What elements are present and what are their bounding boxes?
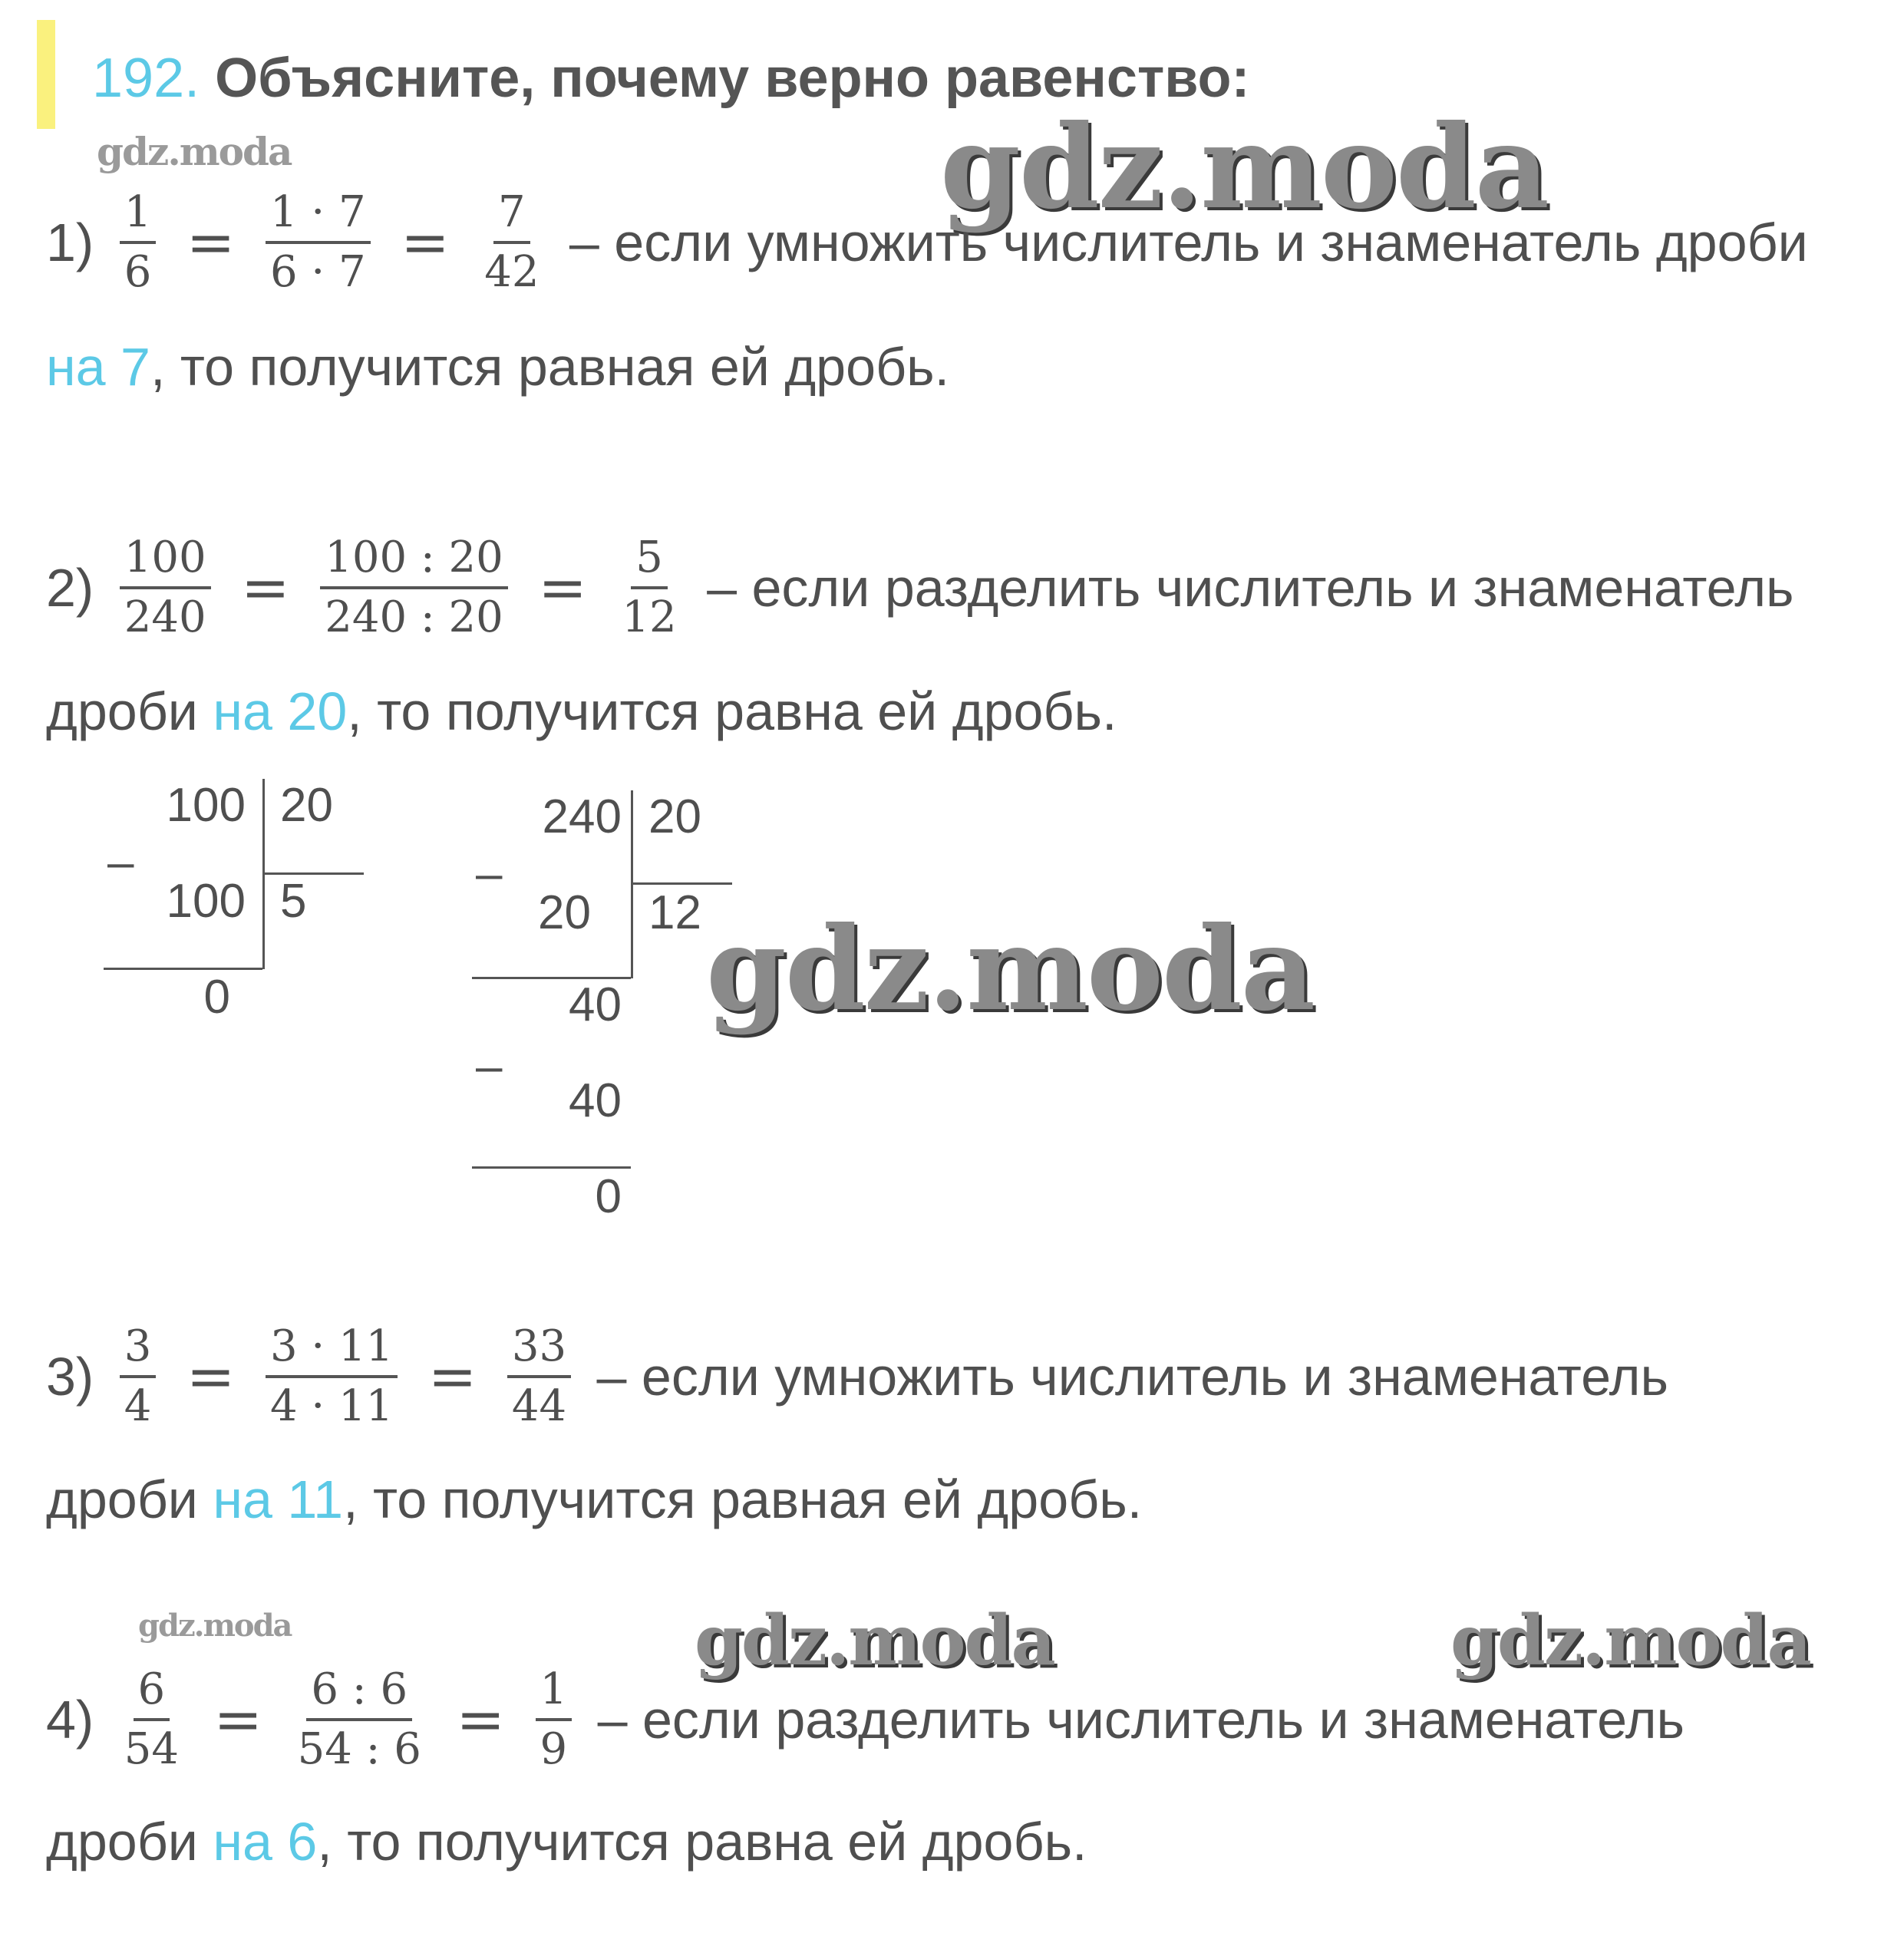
watermark-medium: gdz.moda — [1450, 1600, 1810, 1681]
quotient: 12 — [648, 886, 701, 939]
subtrahend: 40 — [569, 1074, 622, 1127]
item-3-conclusion: дроби на 11, то получится равная ей дробь. — [46, 1469, 1143, 1529]
item-1-conclusion: на 7, то получится равная ей дробь. — [46, 337, 950, 397]
quotient: 5 — [280, 875, 307, 928]
highlight-bar — [37, 20, 55, 129]
division-bar-horizontal — [631, 882, 732, 885]
dividend: 240 — [542, 790, 622, 843]
fraction: $\frac{100}{240}$ — [120, 529, 211, 646]
highlight-value: на 20 — [213, 681, 348, 741]
explanation-text: – если разделить числитель и знаменатель — [707, 558, 1794, 618]
equals-sign: = — [186, 1342, 236, 1410]
fraction: $\frac{33}{44}$ — [507, 1318, 571, 1435]
minus-sign: – — [107, 836, 134, 889]
equals-sign: = — [213, 1685, 263, 1753]
watermark-medium: gdz.moda — [695, 1600, 1054, 1681]
item-2-conclusion: дроби на 20, то получится равна ей дробь. — [46, 681, 1117, 741]
highlight-value: на 6 — [213, 1812, 318, 1872]
equals-sign: = — [456, 1685, 506, 1753]
equals-sign: = — [427, 1342, 477, 1410]
long-division-2 — [468, 790, 744, 1235]
fraction: $\frac{1}{9}$ — [536, 1661, 573, 1778]
division-bar-horizontal — [262, 872, 364, 875]
item-3-equation — [46, 1318, 1668, 1435]
fraction: $\frac{7}{42}$ — [480, 184, 543, 301]
item-4-equation — [46, 1661, 1685, 1778]
highlight-value: на 11 — [213, 1469, 344, 1529]
item-label: 1) — [46, 213, 94, 272]
subtrahend: 20 — [538, 886, 591, 939]
subtraction-line — [104, 968, 262, 970]
remainder: 0 — [203, 971, 230, 1024]
fraction: $\frac{6 : 6}{54 : 6}$ — [293, 1661, 426, 1778]
minus-sign: – — [476, 1040, 503, 1093]
highlight-value: на 7 — [46, 337, 150, 397]
fraction: $\frac{6}{54}$ — [120, 1661, 183, 1778]
item-label: 2) — [46, 558, 94, 618]
explanation-text: – если разделить числитель и знаменатель — [597, 1690, 1685, 1750]
explanation-text: – если умножить числитель и знаменатель дроби — [569, 213, 1808, 272]
task-number: 192. — [92, 48, 200, 109]
fraction: $\frac{3}{4}$ — [120, 1318, 157, 1435]
minus-sign: – — [476, 847, 503, 900]
equals-sign: = — [401, 208, 450, 276]
fraction: $\frac{1}{6}$ — [120, 184, 157, 301]
watermark-large: gdz.moda — [940, 100, 1549, 235]
equals-sign: = — [241, 553, 290, 622]
equals-sign: = — [186, 208, 236, 276]
intermediate-value: 40 — [569, 978, 622, 1031]
explanation-text: – если умножить числитель и знаменатель — [596, 1347, 1668, 1407]
remainder: 0 — [595, 1170, 622, 1223]
fraction: $\frac{1 \cdot 7}{6 \cdot 7}$ — [266, 184, 371, 301]
item-2-equation — [46, 529, 1794, 646]
watermark-large: gdz.moda — [706, 902, 1315, 1037]
task-title: Объясните, почему верно равенство: — [215, 48, 1250, 109]
item-4-conclusion: дроби на 6, то получится равна ей дробь. — [46, 1812, 1087, 1872]
item-label: 3) — [46, 1347, 94, 1407]
subtraction-line — [472, 1166, 631, 1169]
dividend: 100 — [166, 779, 246, 832]
item-label: 4) — [46, 1690, 94, 1750]
long-division-1 — [100, 779, 376, 1024]
divisor: 20 — [280, 779, 333, 832]
fraction: $\frac{5}{12}$ — [617, 529, 681, 646]
watermark-small: gdz.moda — [97, 129, 292, 174]
watermark-small: gdz.moda — [138, 1608, 292, 1644]
fraction: $\frac{100 : 20}{240 : 20}$ — [320, 529, 508, 646]
subtrahend: 100 — [166, 875, 246, 928]
divisor: 20 — [648, 790, 701, 843]
equals-sign: = — [538, 553, 587, 622]
item-1-equation — [46, 184, 1808, 301]
fraction: $\frac{3 \cdot 11}{4 \cdot 11}$ — [266, 1318, 398, 1435]
